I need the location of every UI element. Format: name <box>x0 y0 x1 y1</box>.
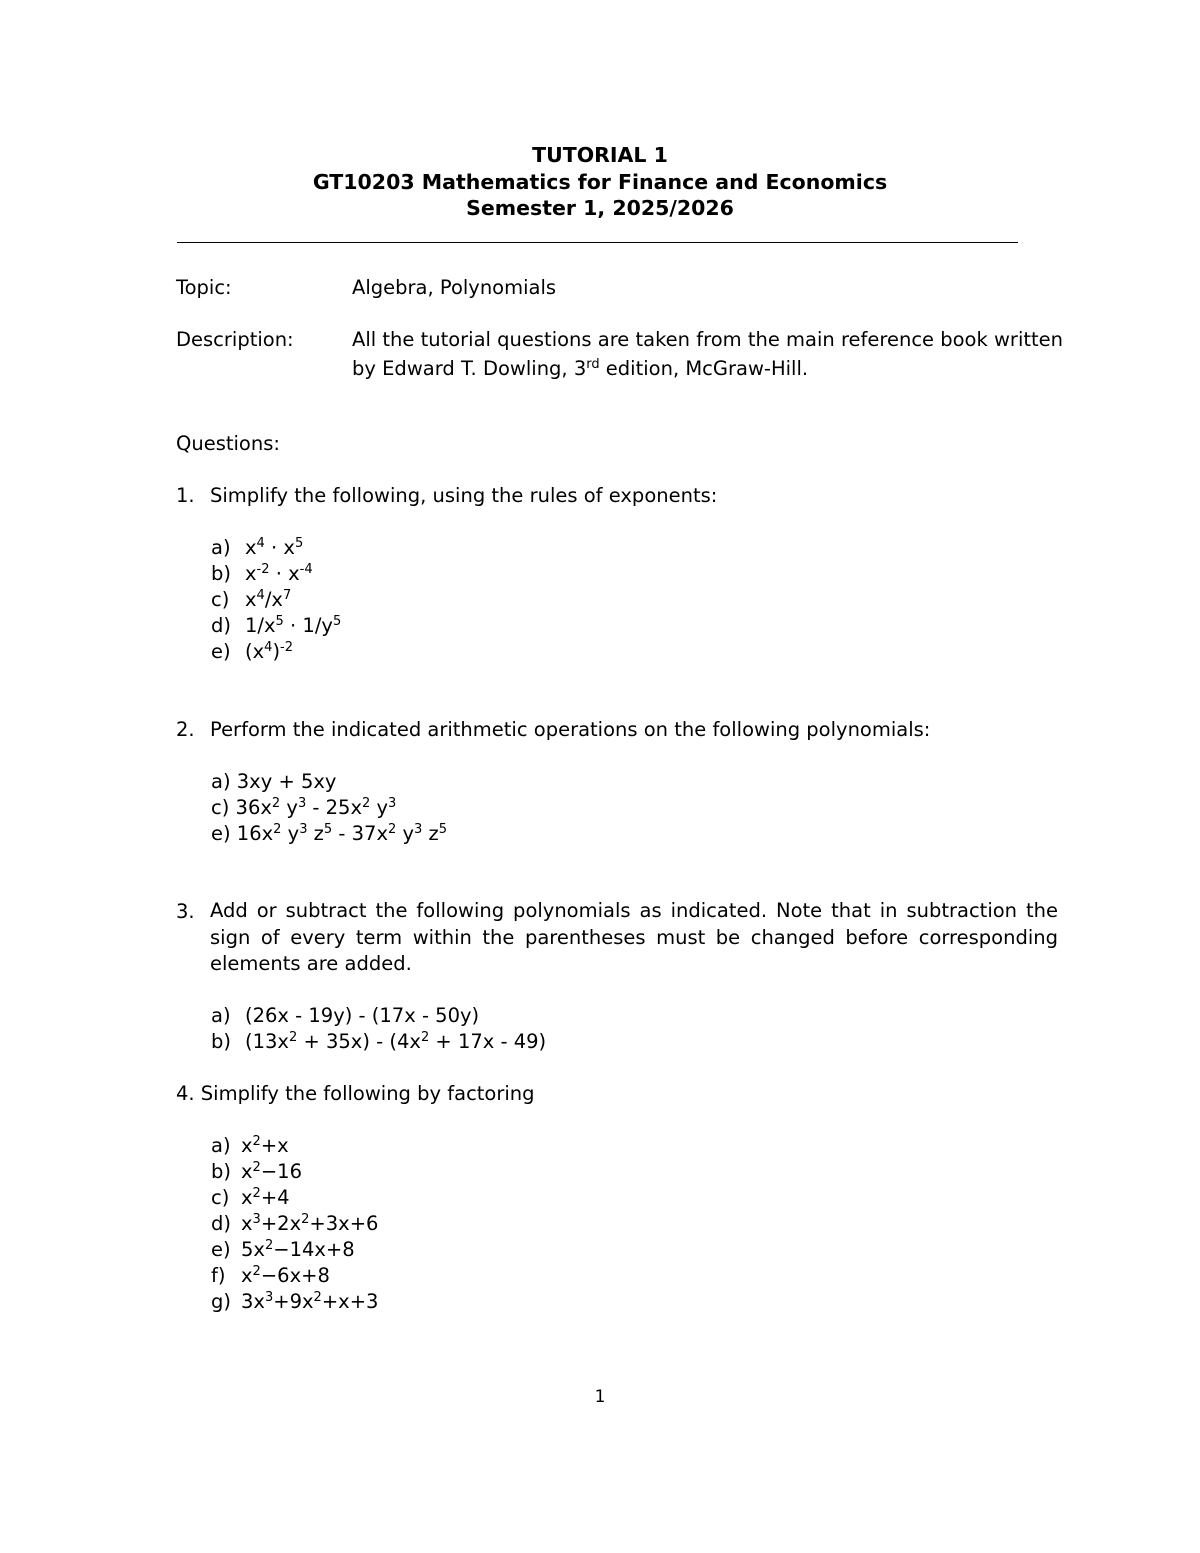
topic-label: Topic: <box>176 276 232 299</box>
semester-title: Semester 1, 2025/2026 <box>466 196 734 220</box>
page-number: 1 <box>594 1387 606 1407</box>
q2-item-c: c) $36x^2$ $y^3 - 25x^2$ $y^3$ <box>211 796 397 819</box>
doc-title: TUTORIAL 1 <box>532 143 668 167</box>
q1-item-d: d) $1/x^5 \cdot 1/y^5$ <box>211 614 342 637</box>
q2-item-a: a) 3xy + 5xy <box>211 770 337 793</box>
q4-item-g: g) $3x^3+9x^2+x+3$ <box>211 1290 379 1313</box>
q4-item-d: d) $x^3+2x^2+3x+6$ <box>211 1212 379 1235</box>
q3-text: Add or subtract the following polynomials as indicated. Note that in subtraction the sign of every term within the parentheses must be changed before corresponding elements are added. <box>210 899 1058 975</box>
q4-item-c: c) $x^2+4$ <box>211 1186 290 1209</box>
q1-text: Simplify the following, using the rules of exponents: <box>210 484 718 507</box>
q3-item-b: b) $(13x^2 + 35x) - (4x^2 + 17x - 49)$ <box>211 1030 547 1053</box>
q1-item-c: c) $x^4/x^7$ <box>211 588 292 611</box>
q2-item-e: e) $16x^2$ $y^3$ $z^5 - 37x^2$ $y^3$ $z^5$ <box>211 822 448 845</box>
q3-item-a: a) (26x - 19y) - (17x - 50y) <box>211 1004 480 1027</box>
questions-heading: Questions: <box>176 432 280 455</box>
q4-item-a: a) $x^2+x$ <box>211 1134 289 1157</box>
description-line-2: by Edward T. Dowling, 3rd edition, McGraw-Hill. <box>352 357 809 380</box>
q2-text: Perform the indicated arithmetic operations on the following polynomials: <box>210 718 931 741</box>
q4-item-f: f) $x^2-6x+8$ <box>211 1264 330 1287</box>
q1-item-b: b) $x^{-2} \cdot x^{-4}$ <box>211 562 313 585</box>
q2-number: 2. <box>176 718 195 741</box>
description-label: Description: <box>176 328 294 351</box>
q3-number: 3. <box>176 900 195 923</box>
topic-value: Algebra, Polynomials <box>352 276 557 299</box>
q1-item-e: e) $(x^4)^{-2}$ <box>211 640 294 663</box>
description-line-1: All the tutorial questions are taken from the main reference book written <box>352 328 1064 351</box>
q4-item-e: e) $5x^2-14x+8$ <box>211 1238 355 1261</box>
q4-item-b: b) $x^2-16$ <box>211 1160 302 1183</box>
q1-item-a: a) $x^4 \cdot x^5$ <box>211 536 304 559</box>
q1-number: 1. <box>176 484 195 507</box>
q4-text: 4. Simplify the following by factoring <box>176 1082 535 1105</box>
header-divider <box>177 242 1018 243</box>
course-title: GT10203 Mathematics for Finance and Economics <box>312 170 888 194</box>
